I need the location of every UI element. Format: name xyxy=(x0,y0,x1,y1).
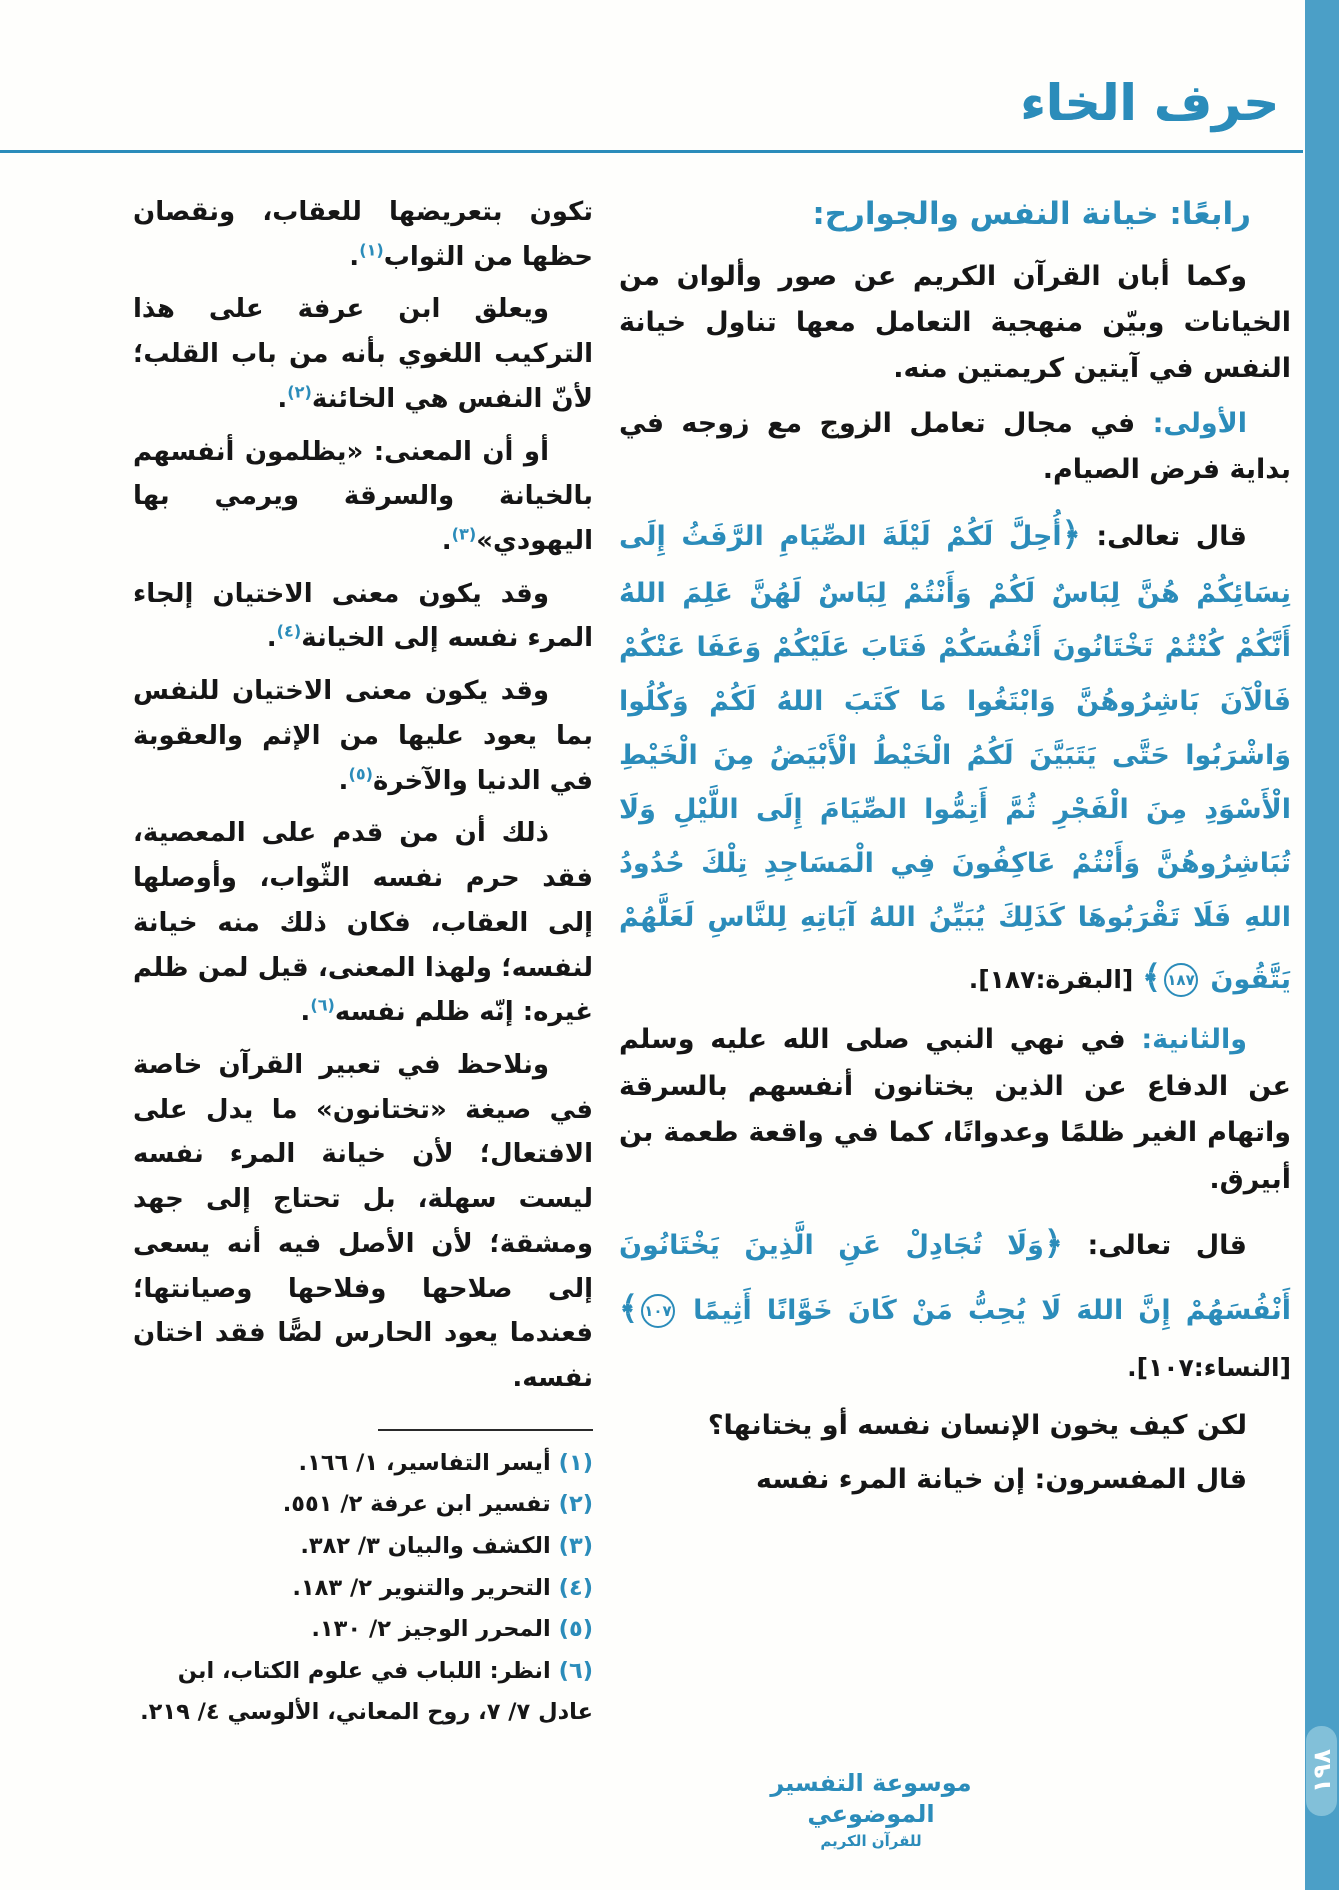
ayah-number-ornament: ١٠٧ xyxy=(641,1294,675,1328)
footnote xyxy=(133,1609,593,1651)
footnote xyxy=(133,1651,593,1734)
footnote xyxy=(133,1443,593,1485)
quran-verse-block-2 xyxy=(619,1211,1291,1395)
paragraph xyxy=(133,430,593,564)
paragraph-tail: . xyxy=(300,997,311,1028)
paragraph xyxy=(133,811,593,1035)
paragraph-text: وقد يكون معنى الاختيان للنفس بما يعود عليها من الإثم والعقوبة في الدنيا والآخرة xyxy=(133,676,593,796)
footnote-marker: (٦) xyxy=(310,995,335,1015)
footnote xyxy=(133,1568,593,1610)
footnote-marker: (٢) xyxy=(287,382,312,402)
quran-verse-text: وَلَا تُجَادِلْ عَنِ الَّذِينَ يَخْتَانُونَ أَنْفُسَهُمْ إِنَّ اللهَ لَا يُحِبُّ مَنْ كَانَ خَوَّانًا أَثِيمًا xyxy=(619,1230,1292,1326)
verse-intro-label: قال تعالى: xyxy=(1080,520,1247,552)
ornate-open-bracket: ﴿ xyxy=(1061,514,1081,553)
seal-title: موسوعة التفسير الموضوعي xyxy=(770,1769,972,1829)
ayah-number-ornament: ١٨٧ xyxy=(1164,963,1198,997)
page-edge-bar xyxy=(1305,0,1339,1890)
section-heading: رابعًا: خيانة النفس والجوارح: xyxy=(812,196,1251,232)
paragraph-text: ذلك أن من قدم على المعصية، فقد حرم نفسه الثّواب، وأوصلها إلى العقاب، فكان ذلك منه خيانة لنفسه؛ ولهذا المعنى، قيل لمن ظلم غيره: إنّه ظلم نفسه xyxy=(133,818,593,1028)
paragraph-text: قال المفسرون: إن خيانة المرء نفسه xyxy=(755,1464,1247,1496)
paragraph-question xyxy=(619,1403,1291,1449)
footnote-marker: (١) xyxy=(359,240,384,260)
ornate-open-bracket: ﴿ xyxy=(1043,1224,1063,1263)
footnote-text: التحرير والتنوير ٢/ ١٨٣. xyxy=(292,1574,551,1601)
footnote-marker: (٥) xyxy=(348,763,374,783)
ornate-close-bracket: ﴾ xyxy=(1142,957,1162,996)
paragraph xyxy=(133,669,593,803)
text-columns xyxy=(133,190,1291,1734)
paragraph-text: أو أن المعنى: «يظلمون أنفسهم بالخيانة والسرقة ويرمي بها اليهودي» xyxy=(133,436,593,557)
case-label: والثانية: xyxy=(1141,1024,1247,1056)
footnote-separator-rule xyxy=(378,1429,593,1431)
quran-verse-1 xyxy=(619,514,1291,996)
paragraph xyxy=(133,287,593,421)
footnote-number: (٤) xyxy=(558,1574,593,1601)
paragraph-text: لكن كيف يخون الإنسان نفسه أو يختانها؟ xyxy=(707,1409,1247,1441)
paragraph-closing xyxy=(619,1457,1291,1503)
footnote-number: (١) xyxy=(558,1449,593,1476)
paragraph-tail: . xyxy=(441,526,452,557)
verse-reference: [البقرة:١٨٧]. xyxy=(968,964,1143,994)
footnote-marker: (٣) xyxy=(451,524,477,544)
paragraph-text: ونلاحظ في تعبير القرآن خاصة في صيغة «تختانون» ما يدل على الافتعال؛ لأن خيانة المرء نفسه ليست سهلة، بل تحتاج إلى جهد ومشقة؛ لأن الأصل فيه أنه يسعى إلى صلاحها وفلاحها وصيانتها؛ فعندما يعود الحارس لصًّا فقد اختان نفسه. xyxy=(133,1049,593,1393)
footnote-text: تفسير ابن عرفة ٢/ ٥٥١. xyxy=(282,1491,551,1518)
footnote-text: الكشف والبيان ٣/ ٣٨٢. xyxy=(300,1532,551,1559)
page-number-badge xyxy=(1306,1726,1337,1816)
footnote-text: أيسر التفاسير، ١/ ١٦٦. xyxy=(298,1449,551,1476)
paragraph-intro xyxy=(619,254,1291,393)
ornate-close-bracket: ﴾ xyxy=(619,1288,638,1327)
verse-intro-label: قال تعالى: xyxy=(1062,1230,1247,1262)
footnote-text: المحرر الوجيز ٢/ ١٣٠. xyxy=(311,1616,551,1643)
paragraph-tail: . xyxy=(266,623,277,654)
paragraph xyxy=(133,1043,593,1401)
paragraph-second-case xyxy=(619,1017,1291,1203)
footnotes-section xyxy=(133,1429,593,1734)
footnote xyxy=(133,1484,593,1526)
paragraph xyxy=(133,190,593,279)
paragraph xyxy=(133,572,593,661)
seal-subtitle: للقرآن الكريم xyxy=(820,1832,922,1851)
case-label: الأولى: xyxy=(1152,407,1247,439)
case-text: في مجال تعامل الزوج مع زوجه في بداية فرض الصيام. xyxy=(619,407,1291,486)
footnote xyxy=(133,1526,593,1568)
footnote-marker: (٤) xyxy=(276,621,302,641)
primary-column xyxy=(619,190,1291,1512)
header-divider-rule xyxy=(0,150,1303,153)
quran-verse-text: أُحِلَّ لَكُمْ لَيْلَةَ الصِّيَامِ الرَّفَثُ إِلَى نِسَائِكُمْ هُنَّ لِبَاسٌ لَكُمْ وَأَنْتُمْ لِبَاسٌ لَهُنَّ عَلِمَ اللهُ أَنَّكُمْ كُنْتُمْ تَخْتَانُونَ أَنْفُسَكُمْ فَتَابَ عَلَيْكُمْ وَعَفَا عَنْكُمْ فَالْآنَ بَاشِرُوهُنَّ وَابْتَغُوا مَا كَتَبَ اللهُ لَكُمْ وَكُلُوا وَاشْرَبُوا حَتَّى يَتَبَيَّنَ لَكُمُ الْخَيْطُ الْأَبْيَضُ مِنَ الْخَيْطِ الْأَسْوَدِ مِنَ الْفَجْرِ ثُمَّ أَتِمُّوا الصِّيَامَ إِلَى اللَّيْلِ وَلَا تُبَاشِرُوهُنَّ وَأَنْتُمْ عَاكِفُونَ فِي الْمَسَاجِدِ تِلْكَ حُدُودُ اللهِ فَلَا تَقْرَبُوهَا كَذَلِكَ يُبَيِّنُ اللهُ آيَاتِهِ لِلنَّاسِ لَعَلَّهُمْ يَتَّقُونَ xyxy=(619,520,1291,995)
footnote-number: (٣) xyxy=(558,1532,593,1559)
paragraph-tail: . xyxy=(338,765,349,796)
footnote-number: (٦) xyxy=(558,1657,593,1684)
case-text: في نهي النبي صلى الله عليه وسلم عن الدفاع عن الذين يختانون أنفسهم بالسرقة واتهام الغير ظلمًا وعدوانًا، كما في واقعة طعمة بن أبيرق. xyxy=(619,1024,1291,1195)
paragraph-text: ويعلق ابن عرفة على هذا التركيب اللغوي بأنه من باب القلب؛ لأنّ النفس هي الخائنة xyxy=(133,294,593,414)
paragraph-text: وكما أبان القرآن الكريم عن صور وألوان من الخيانات وبيّن منهجية التعامل معها تناول خيانة النفس في آيتين كريمتين منه. xyxy=(619,260,1291,385)
quran-verse-block-1 xyxy=(619,502,1291,1010)
secondary-column xyxy=(133,190,593,1734)
footnote-number: (٢) xyxy=(558,1491,593,1518)
footnote-number: (٥) xyxy=(558,1616,593,1643)
verse-reference: [النساء:١٠٧]. xyxy=(1127,1352,1291,1382)
footnote-text: انظر: اللباب في علوم الكتاب، ابن عادل ٧/ ٧، روح المعاني، الألوسي ٤/ ٢١٩. xyxy=(140,1657,593,1726)
chapter-calligraphy-title: حرف الخاء xyxy=(1020,74,1279,132)
publisher-seal xyxy=(756,1768,986,1850)
page-number: ١٩٨ xyxy=(1307,1749,1336,1793)
paragraph-tail: . xyxy=(277,383,288,414)
paragraph-first-case xyxy=(619,401,1291,494)
paragraph-tail: . xyxy=(349,241,360,272)
paragraph-text: وقد يكون معنى الاختيان إلجاء المرء نفسه إلى الخيانة xyxy=(133,578,593,654)
paragraph-text: تكون بتعريضها للعقاب، ونقصان حظها من الثواب xyxy=(133,197,593,272)
